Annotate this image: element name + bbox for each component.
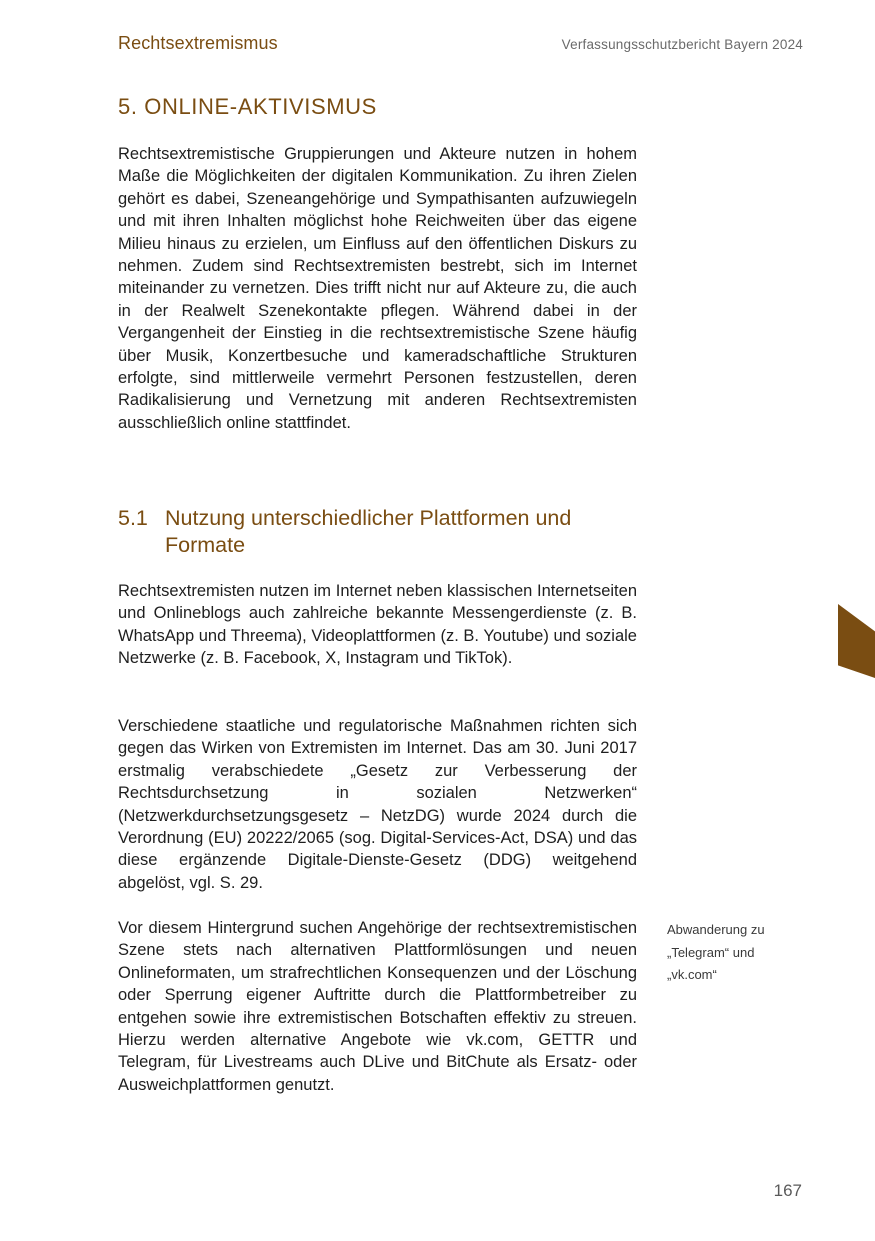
section-number: 5.1 — [118, 506, 148, 530]
chapter-title: 5. ONLINE-AKTIVISMUS — [118, 94, 377, 119]
running-header-publication: Verfassungsschutzbericht Bayern 2024 — [561, 37, 803, 52]
paragraph-regulation: Verschiedene staatliche und regulatorische Maßnahmen richten sich gegen das Wirken von Extremisten im Internet. Das am 30. Juni 2017 erstmalig verabschiedete „Gesetz zur Verbesserung der Rechtsdurchsetzung in sozialen Netzwerken“ (Netzwerkdurchsetzungsgesetz – NetzDG) wurde 2024 durch die Verordnung (EU) 20222/2065 (sog. Digital-Services-Act, DSA) und das diese ergänzende Digitale-Dienste-Gesetz (DDG) weitgehend abgelöst, vgl. S. 29. — [118, 717, 637, 892]
margin-note: Abwanderung zu „Telegram“ und „vk.com“ — [667, 922, 765, 982]
paragraph-alternatives: Vor diesem Hintergrund suchen Angehörige der rechtsextremistischen Szene stets nach alternativen Plattformlösungen und neuen Onlineformaten, um strafrechtlichen Konsequenzen und der Löschung oder Sperrung eigener Auftritte durch die Plattformbetreiber zu entgehen sowie ihre extremistischen Botschaften effektiv zu streuen. Hierzu werden alternative Angebote wie vk.com, GETTR und Telegram, für Livestreams auch DLive und BitChute als Ersatz- oder Ausweichplattformen genutzt. — [118, 919, 637, 1094]
section-heading — [118, 505, 648, 559]
section-title: Nutzung unterschiedlicher Plattformen und Formate — [165, 506, 572, 557]
page-number: 167 — [773, 1181, 802, 1200]
intro-paragraph: Rechtsextremistische Gruppierungen und Akteure nutzen in hohem Maße die Möglichkeiten der digitalen Kommunikation. Zu ihren Zielen gehört es dabei, Szeneangehörige und Sympathisanten aufzuwiegeln und mit ihren Inhalten möglichst hohe Reichweiten über das eigene Milieu hinaus zu erzielen, um Einfluss auf den öffentlichen Diskurs zu nehmen. Zudem sind Rechtsextremisten bestrebt, sich im Internet miteinander zu vernetzen. Dies trifft nicht nur auf Akteure zu, die auch in der Realwelt Szenekontakte pflegen. Während dabei in der Vergangenheit der Einstieg in die rechtsextremistische Szene häufig über Musik, Konzertbesuche und kameradschaftliche Strukturen erfolgte, sind mittlerweile vermehrt Personen festzustellen, deren Radikalisierung und Vernetzung mit anderen Rechtsextremisten ausschließlich online stattfindet. — [118, 145, 637, 432]
chapter-thumb-tab — [838, 604, 875, 678]
running-header-section: Rechtsextremismus — [118, 33, 278, 53]
paragraph-platforms: Rechtsextremisten nutzen im Internet neben klassischen Internetseiten und Onlineblogs auch zahlreiche bekannte Messengerdienste (z. B. WhatsApp und Threema), Videoplattformen (z. B. Youtube) und soziale Netzwerke (z. B. Facebook, X, Instagram und TikTok). — [118, 582, 637, 668]
